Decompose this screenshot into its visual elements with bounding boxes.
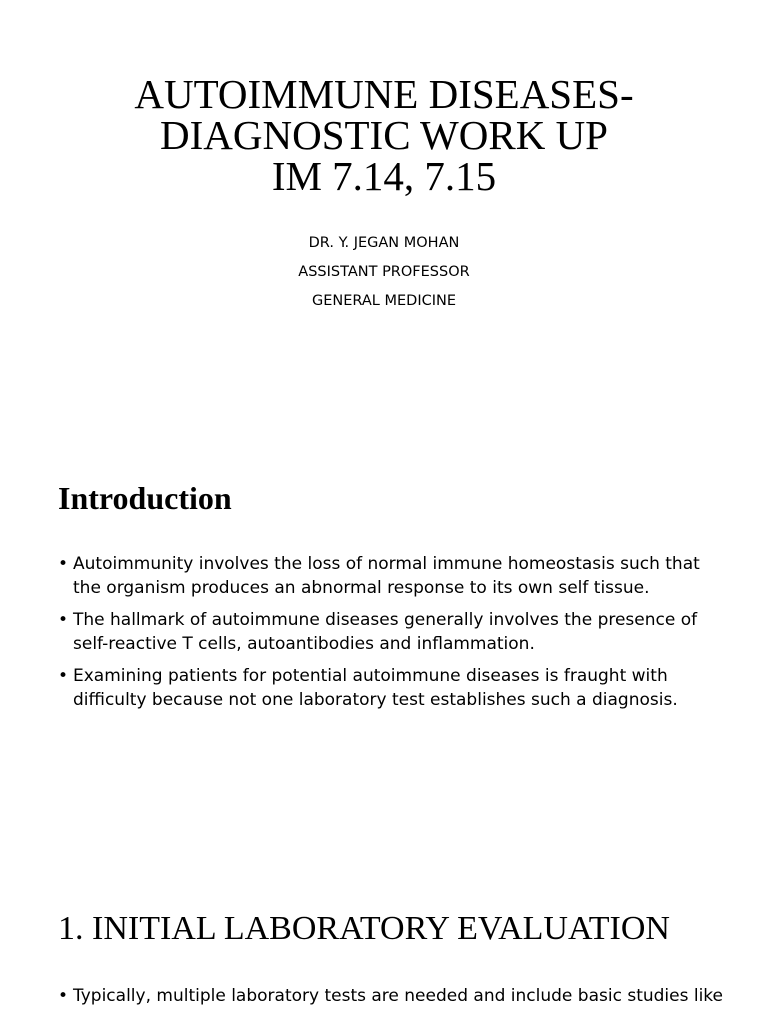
bullet-text: The hallmark of autoimmune diseases generally involves the presence of self-reactive T cells, autoantibodies and inflammation.	[73, 610, 698, 654]
bullet-icon: •	[58, 610, 69, 630]
bullet-text: Autoimmunity involves the loss of normal immune homeostasis such that the organism produces an abnormal response to its own self tissue.	[73, 554, 700, 598]
title-line-2: DIAGNOSTIC WORK UP	[160, 112, 608, 158]
bullet-icon: •	[58, 554, 69, 574]
presenter-info	[0, 229, 768, 316]
presenter-name: DR. Y. JEGAN MOHAN	[308, 235, 460, 251]
title-slide	[0, 0, 768, 432]
list-item	[58, 664, 728, 712]
bullet-list	[58, 552, 728, 720]
bullet-icon: •	[58, 666, 69, 686]
bullet-icon: •	[58, 986, 69, 1006]
introduction-slide	[0, 432, 768, 864]
bullet-text: Examining patients for potential autoimmune diseases is fraught with difficulty because not one laboratory test establishes such a diagnosis.	[73, 666, 678, 710]
bullet-list	[58, 984, 728, 1016]
list-item	[58, 552, 728, 600]
list-item	[58, 608, 728, 656]
presenter-department: GENERAL MEDICINE	[311, 293, 457, 309]
bullet-text: Typically, multiple laboratory tests are needed and include basic studies like	[73, 986, 724, 1006]
list-item	[58, 984, 728, 1008]
slide-heading: Introduction	[58, 480, 232, 516]
presentation-title	[0, 71, 768, 199]
slide-heading: 1. INITIAL LABORATORY EVALUATION	[58, 910, 670, 947]
lab-evaluation-slide	[0, 864, 768, 1024]
title-line-3: IM 7.14, 7.15	[271, 153, 497, 199]
presenter-role: ASSISTANT PROFESSOR	[298, 264, 470, 280]
title-line-1: AUTOIMMUNE DISEASES-	[134, 71, 634, 117]
